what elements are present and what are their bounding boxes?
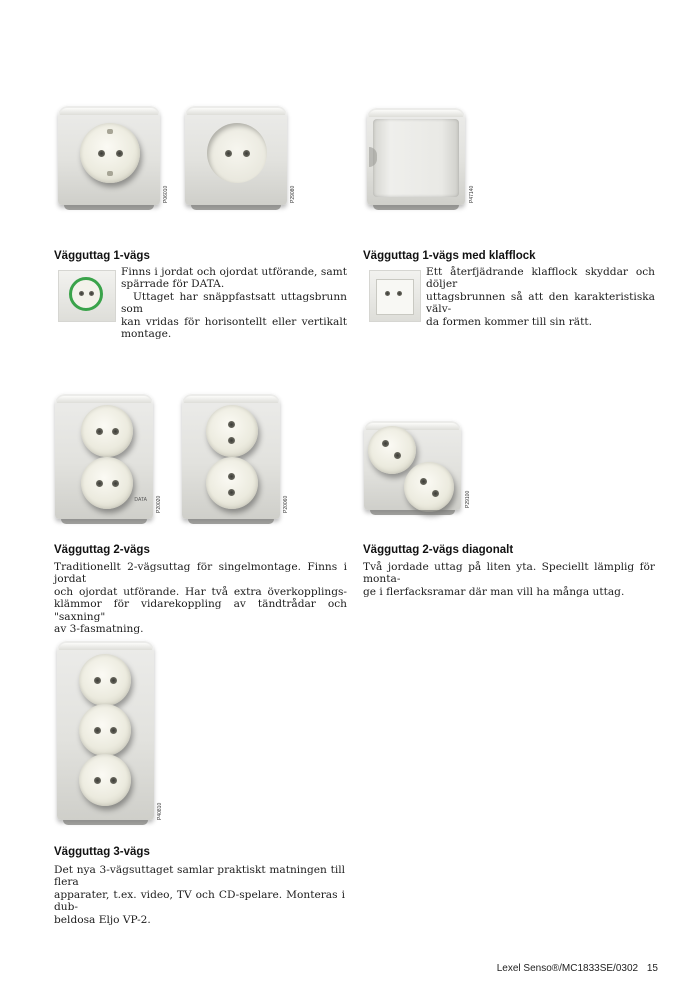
section-title-1way: Vägguttag 1-vägs: [54, 250, 150, 262]
photo-code: P06010: [163, 185, 169, 203]
thumbnail-socket-green-ring: [58, 270, 116, 322]
thumbnail-socket-flap-open: [369, 270, 421, 322]
section-title-2way: Vägguttag 2-vägs: [54, 544, 150, 556]
section-title-3way: Vägguttag 3-vägs: [54, 846, 150, 858]
section-title-1way-flap: Vägguttag 1-vägs med klafflock: [363, 250, 536, 262]
photo-label-data: DATA: [134, 497, 147, 503]
product-photo-socket-1way-ungrounded: [185, 105, 287, 205]
product-photo-socket-2way-grounded: [55, 393, 153, 519]
footer-text: Lexel Senso®/MC1833SE/0302: [496, 963, 639, 974]
page-footer: [497, 963, 658, 974]
photo-code: P47140: [469, 185, 475, 203]
section-body-3way: Det nya 3-vägsuttaget samlar praktiskt matningen till flera apparater, t.ex. video, TV och CD-spelare. Monteras i dub- beldosa Eljo VP-2.: [54, 864, 345, 926]
section-title-2way-diagonal: Vägguttag 2-vägs diagonalt: [363, 544, 514, 556]
product-photo-socket-with-flap-cover: [367, 107, 465, 205]
product-photo-socket-3way: [57, 640, 154, 820]
photo-code: P20060: [283, 495, 289, 513]
photo-code: P29080: [290, 185, 296, 203]
section-body-1way: Finns i jordat och ojordat utförande, samt spärrade för DATA. Uttaget har snäppfastsatt uttagsbrunn som kan vridas för horisontellt eller vertikalt montage.: [121, 266, 347, 341]
product-photo-socket-1way-grounded: [58, 105, 160, 205]
product-photo-socket-2way-ungrounded: [182, 393, 280, 519]
page-number: 15: [646, 963, 658, 974]
section-body-2way-diagonal: Två jordade uttag på liten yta. Speciellt lämplig för monta- ge i flerfacksramar där man vill ha många uttag.: [363, 561, 655, 598]
photo-code: P29100: [465, 490, 471, 508]
photo-code: P40810: [157, 802, 163, 820]
product-photo-socket-2way-diagonal: [364, 420, 461, 510]
section-body-2way: Traditionellt 2-vägsuttag för singelmontage. Finns i jordat och ojordat utförande. Har två extra överkopplings- klämmor för vidarekoppling av tändtrådar och "saxning" av 3-fasmatning.: [54, 561, 347, 636]
photo-code: P20020: [156, 495, 162, 513]
section-body-1way-flap: Ett återfjädrande klafflock skyddar och döljer uttagsbrunnen så att den karakteristiska välv- da formen kommer till sin rätt.: [426, 266, 655, 328]
